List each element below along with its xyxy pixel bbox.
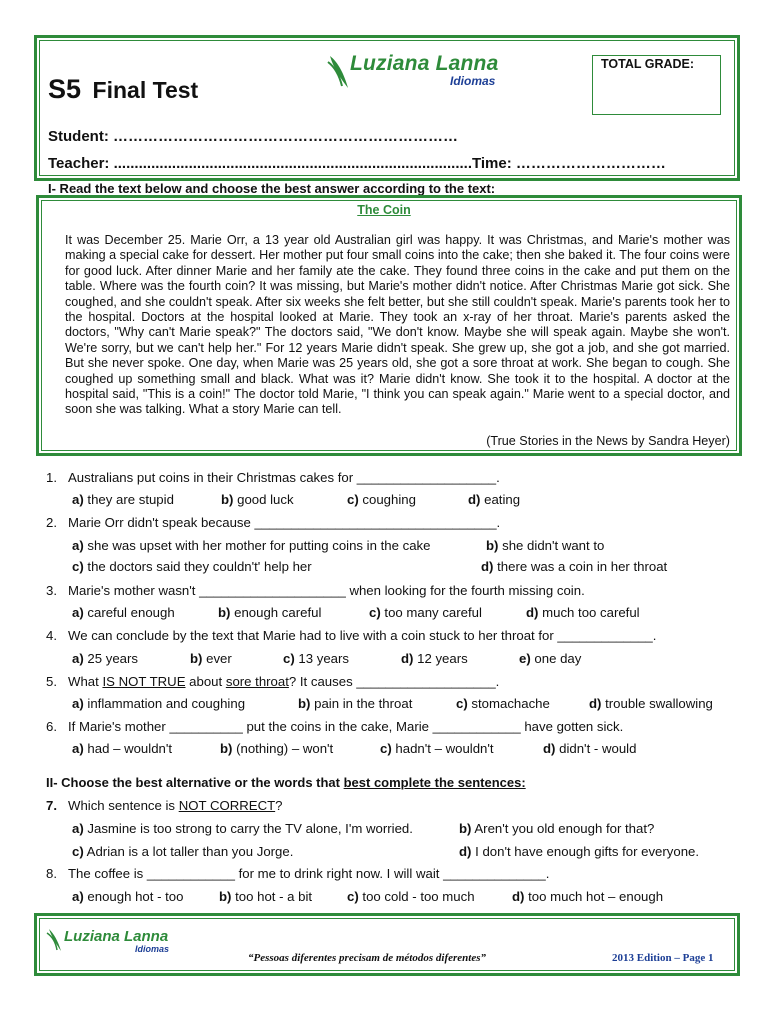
- passage-source: (True Stories in the News by Sandra Heyer): [486, 434, 730, 448]
- q8-option-c[interactable]: c) too cold - too much: [347, 889, 475, 904]
- footer-logo-name: Luziana Lanna: [64, 928, 169, 945]
- question-text: The coffee is ____________ for me to drink right now. I will wait ______________.: [68, 866, 550, 881]
- test-name: Final Test: [92, 77, 199, 103]
- q4-option-c[interactable]: c) 13 years: [283, 651, 349, 666]
- question-1: [46, 470, 500, 485]
- q3-option-c[interactable]: c) too many careful: [369, 605, 482, 620]
- q1-option-c[interactable]: c) coughing: [347, 492, 416, 507]
- question-text: Marie Orr didn't speak because _________________________________.: [68, 515, 501, 530]
- question-text: If Marie's mother __________ put the coins in the cake, Marie ____________ have gotten sick.: [68, 719, 624, 734]
- test-title: [48, 74, 198, 105]
- question-number: 8.: [46, 866, 57, 881]
- question-6: [46, 719, 623, 734]
- question-number: 2.: [46, 515, 57, 530]
- q3-option-b[interactable]: b) enough careful: [218, 605, 322, 620]
- q7-option-a[interactable]: a) Jasmine is too strong to carry the TV alone, I'm worried.: [72, 821, 413, 836]
- q6-option-d[interactable]: d) didn't - would: [543, 741, 637, 756]
- question-number: 5.: [46, 674, 57, 689]
- q8-option-b[interactable]: b) too hot - a bit: [219, 889, 313, 904]
- q2-option-b[interactable]: b) she didn't want to: [486, 538, 605, 553]
- logo-name: Luziana Lanna: [350, 52, 499, 75]
- question-text: We can conclude by the text that Marie had to live with a coin stuck to her throat for _____________.: [68, 628, 657, 643]
- question-2: [46, 515, 500, 530]
- q2-option-d[interactable]: d) there was a coin in her throat: [481, 559, 668, 574]
- total-grade-label: TOTAL GRADE:: [601, 57, 695, 71]
- q4-option-d[interactable]: d) 12 years: [401, 651, 468, 666]
- footer-motto: “Pessoas diferentes precisam de métodos diferentes”: [248, 952, 486, 964]
- test-level: S5: [48, 74, 82, 104]
- story-title: The Coin: [357, 203, 411, 217]
- q3-option-d[interactable]: d) much too careful: [526, 605, 640, 620]
- footer-logo-subtitle: Idiomas: [135, 944, 170, 954]
- q8-option-a[interactable]: a) enough hot - too: [72, 889, 184, 904]
- q5-option-a[interactable]: a) inflammation and coughing: [72, 696, 246, 711]
- q2-option-c[interactable]: c) the doctors said they couldn't' help her: [72, 559, 312, 574]
- q3-option-a[interactable]: a) careful enough: [72, 605, 175, 620]
- q1-option-b[interactable]: b) good luck: [221, 492, 294, 507]
- section-1-title: I- Read the text below and choose the best answer according to the text:: [48, 181, 496, 196]
- q2-option-a[interactable]: a) she was upset with her mother for putting coins in the cake: [72, 538, 431, 553]
- q1-option-a[interactable]: a) they are stupid: [72, 492, 174, 507]
- q5-option-b[interactable]: b) pain in the throat: [298, 696, 413, 711]
- footer-edition-page: 2013 Edition – Page 1: [612, 952, 714, 964]
- q7-option-d[interactable]: d) I don't have enough gifts for everyone.: [459, 844, 700, 859]
- q7-option-b[interactable]: b) Aren't you old enough for that?: [459, 821, 655, 836]
- question-4: [46, 628, 656, 643]
- teacher-time-line[interactable]: Teacher: ......................................................................................Time: …………………………: [48, 155, 666, 172]
- question-number: 7.: [46, 798, 57, 813]
- q4-option-e[interactable]: e) one day: [519, 651, 582, 666]
- q4-option-a[interactable]: a) 25 years: [72, 651, 138, 666]
- question-8: [46, 866, 549, 881]
- question-number: 4.: [46, 628, 57, 643]
- q6-option-c[interactable]: c) hadn't – wouldn't: [380, 741, 494, 756]
- logo-subtitle: Idiomas: [450, 74, 496, 88]
- question-text: Australians put coins in their Christmas cakes for ___________________.: [68, 470, 500, 485]
- q1-option-d[interactable]: d) eating: [468, 492, 521, 507]
- question-text: Marie's mother wasn't ____________________ when looking for the fourth missing coin.: [68, 583, 585, 598]
- q5-option-c[interactable]: c) stomachache: [456, 696, 550, 711]
- question-5: 5. What IS NOT TRUE about sore throat? It causes ___________________.: [46, 674, 500, 689]
- q7-option-c[interactable]: c) Adrian is a lot taller than you Jorge.: [72, 844, 294, 859]
- question-number: 6.: [46, 719, 57, 734]
- q4-option-b[interactable]: b) ever: [190, 651, 232, 666]
- question-number: 1.: [46, 470, 57, 485]
- q6-option-b[interactable]: b) (nothing) – won't: [220, 741, 334, 756]
- q6-option-a[interactable]: a) had – wouldn't: [72, 741, 173, 756]
- q8-option-d[interactable]: d) too much hot – enough: [512, 889, 664, 904]
- reading-passage: It was December 25. Marie Orr, a 13 year old Australian girl was happy. It was Christmas, and Marie's mother was making a special cake for dessert. Her mother put four small coins into the cake; then she baked it. The four coins were for good luck. After dinner Marie and her family ate the cake. They found three coins in the cake and put them on the table. Where was the fourth coin? It was missing, but Marie's mother didn't notice. After Christmas Marie got sick. She coughed, and she couldn't speak. After six weeks she felt better, but she still couldn't speak. Marie's parents took her to the hospital. Doctors at the hospital looked at Marie. They took an x-ray of her throat. Marie's parents asked the doctors, "Why can't Marie speak?" The doctors said, "We don't know. Maybe she will speak again. Maybe she won't. We're sorry, but we can't help her." For 12 years Marie didn't speak. She grew up, she got a job, and she got married. But she never spoke. One day, when Marie was 25 years old, she got a sore throat at work. She began to cough. She coughed up something small and black. What was it? Marie didn't know. She took it to the hospital. A doctor at the hospital said, "This is a coin!" The doctor told Marie, "I think you can speak again." Marie went to a special doctor, and soon she was talking. What a story Marie can tell.: [65, 233, 730, 417]
- q5-option-d[interactable]: d) trouble swallowing: [589, 696, 713, 711]
- section-2-title: II- Choose the best alternative or the words that best complete the sentences:: [46, 775, 526, 790]
- student-line[interactable]: Student: ……………………………………………………………: [48, 128, 458, 145]
- question-7: 7. Which sentence is NOT CORRECT?: [46, 798, 283, 813]
- question-number: 3.: [46, 583, 57, 598]
- question-3: [46, 583, 585, 598]
- footer-leaf-logo-icon: [46, 926, 66, 954]
